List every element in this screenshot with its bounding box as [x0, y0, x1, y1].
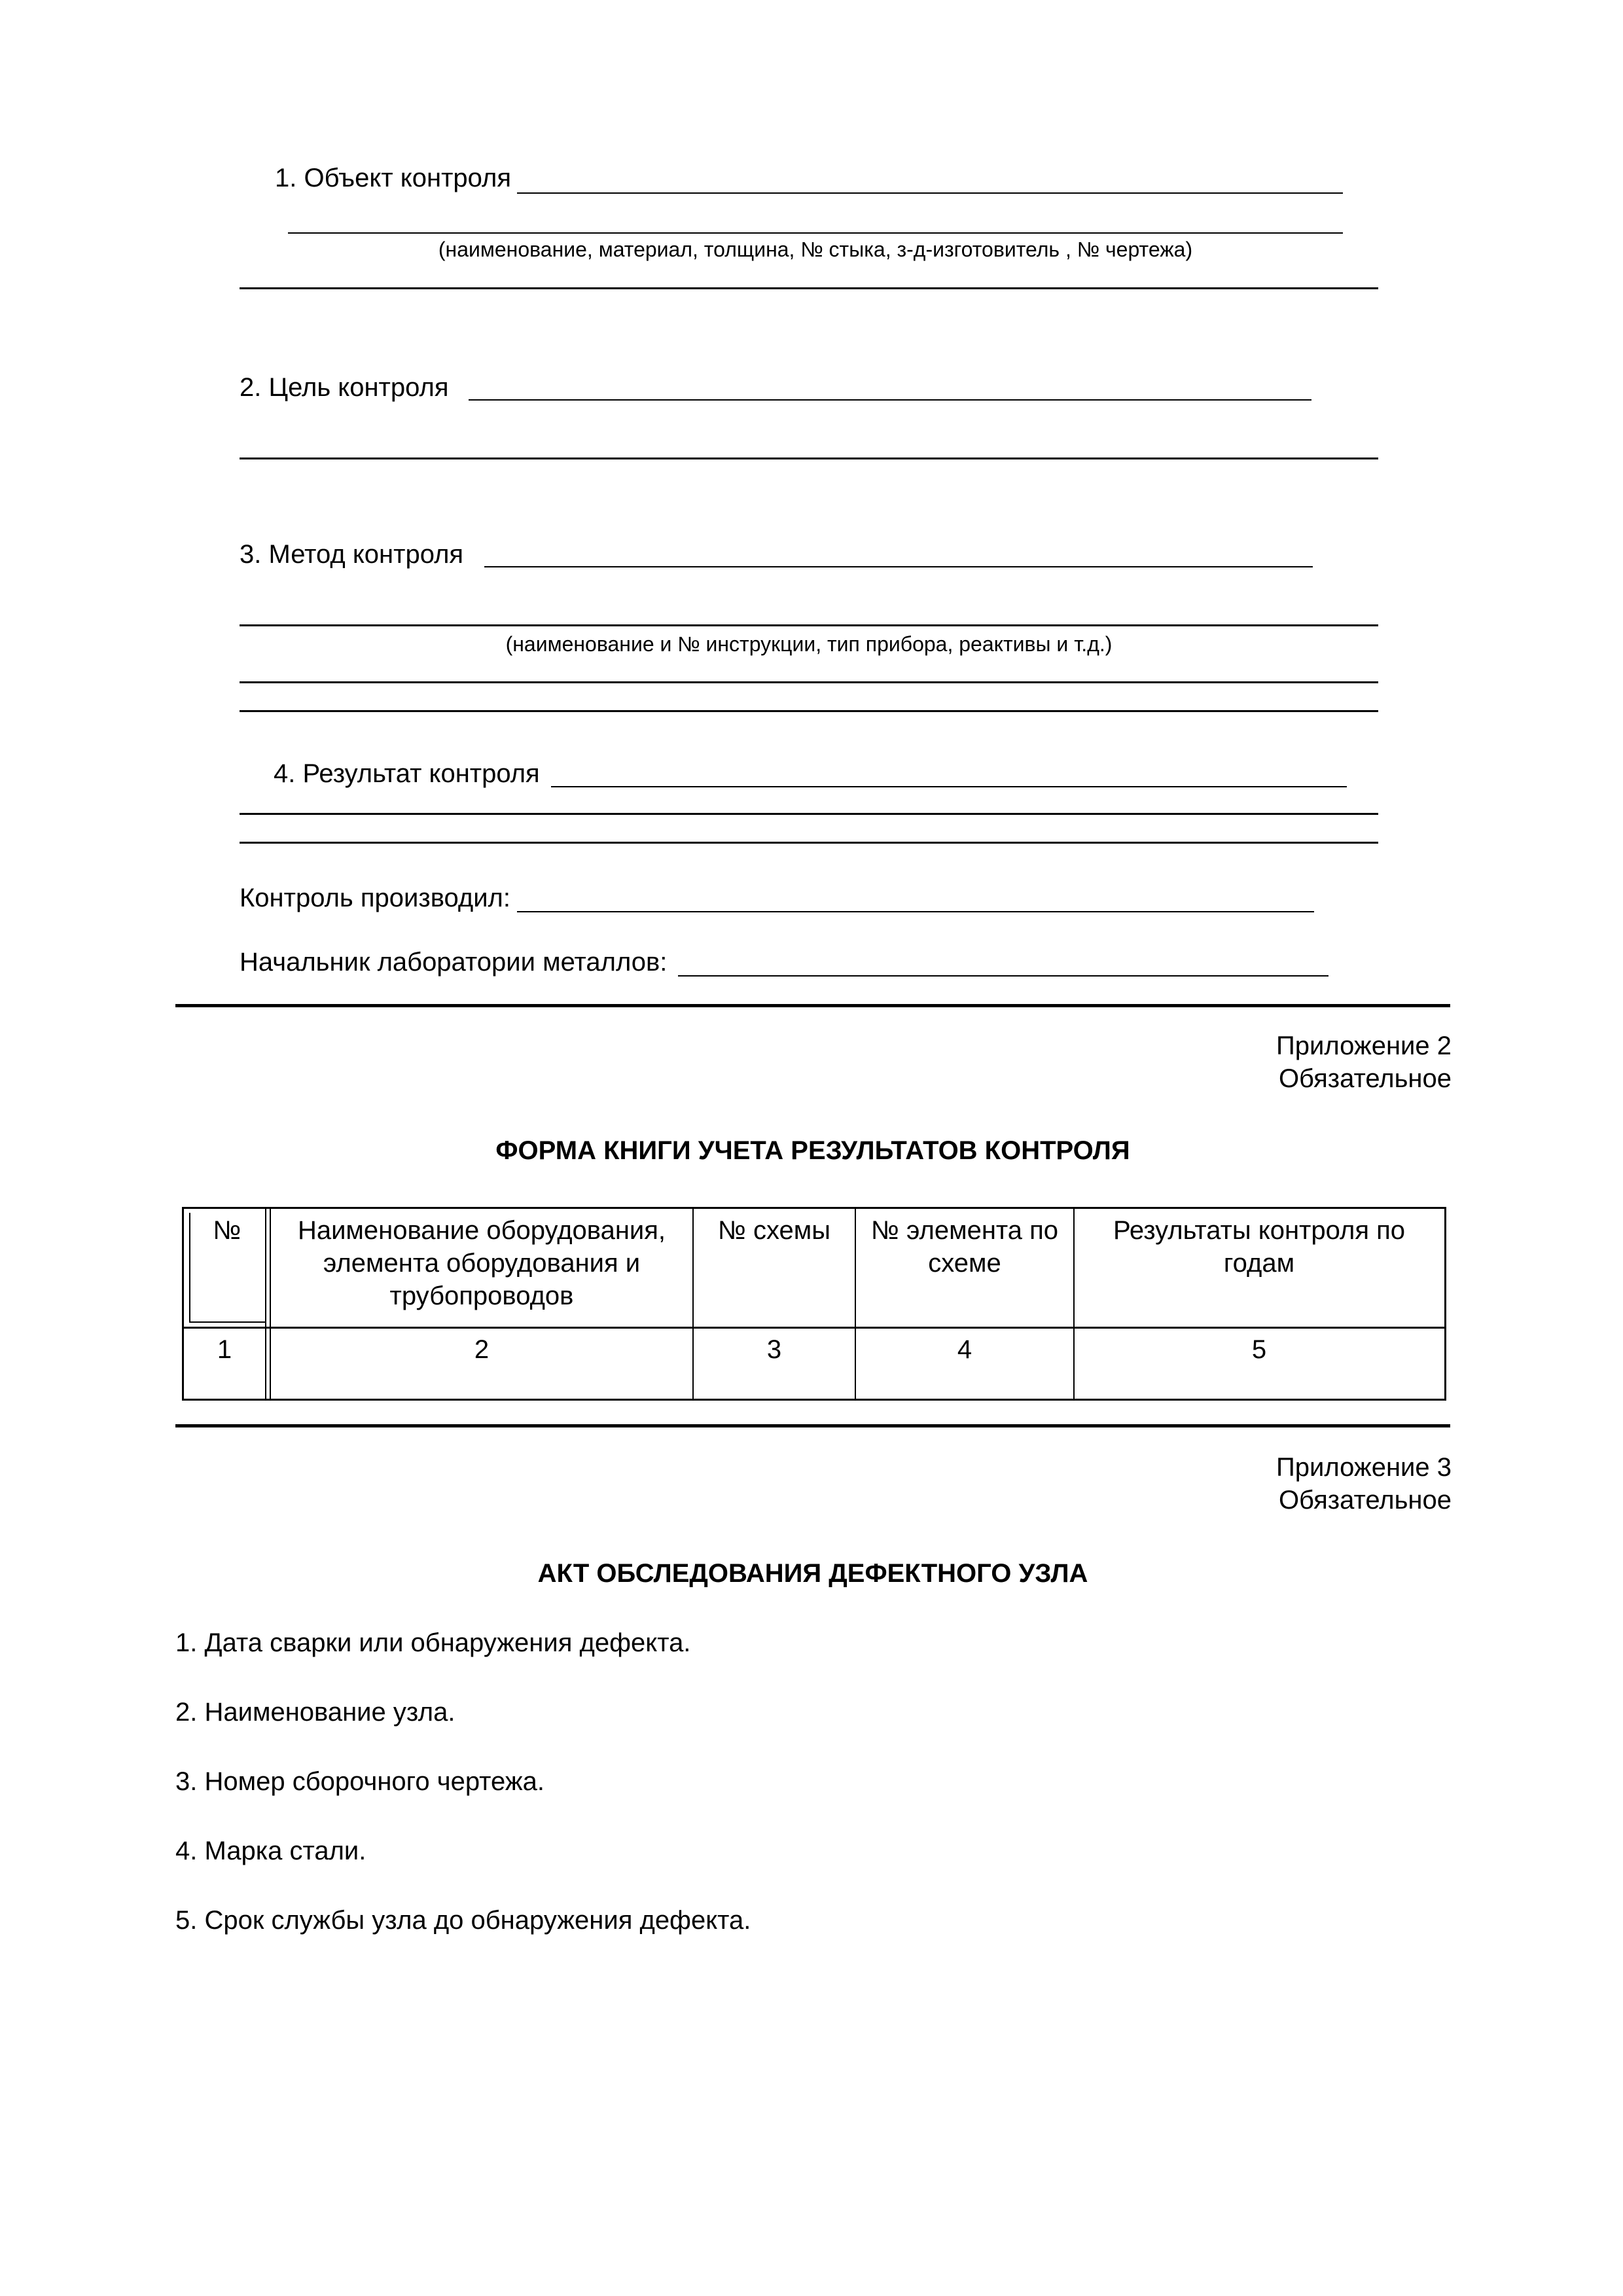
performed-by-field[interactable]	[517, 911, 1314, 912]
table-col-divider-1	[265, 1209, 266, 1399]
defect-act-item-4: 4. Марка стали.	[175, 1837, 366, 1865]
result-of-control-label: 4. Результат контроля	[274, 759, 540, 788]
table-cell-3: 3	[766, 1335, 782, 1364]
object-of-control-field-line-2[interactable]	[288, 232, 1343, 234]
table-col-divider-2	[692, 1209, 694, 1399]
result-of-control-field-line-3[interactable]	[240, 842, 1378, 844]
method-of-control-field[interactable]	[484, 566, 1313, 567]
defect-act-item-3: 3. Номер сборочного чертежа.	[175, 1767, 544, 1796]
table-header-results-by-year: Результаты контроля по годам	[1113, 1216, 1405, 1278]
lab-head-field[interactable]	[678, 975, 1329, 977]
performed-by-label: Контроль производил:	[240, 884, 511, 912]
object-of-control-label: 1. Объект контроля	[275, 164, 512, 192]
section-divider-2	[175, 1424, 1450, 1427]
result-of-control-field-line-2[interactable]	[240, 813, 1378, 815]
lab-head-label: Начальник лаборатории металлов:	[240, 948, 668, 977]
defect-act-item-1: 1. Дата сварки или обнаружения дефекта.	[175, 1628, 691, 1657]
table-header-equipment: Наименование оборудования, элемента оборудования и трубопроводов	[297, 1216, 666, 1310]
table-inner-border-bottom	[189, 1321, 265, 1323]
method-of-control-hint: (наименование и № инструкции, тип прибора, реактивы и т.д.)	[505, 632, 1113, 656]
table-cell-1: 1	[217, 1335, 232, 1364]
defect-act-item-2: 2. Наименование узла.	[175, 1698, 455, 1727]
results-log-table	[182, 1207, 1446, 1401]
defect-act-item-5: 5. Срок службы узла до обнаружения дефекта.	[175, 1906, 751, 1935]
object-of-control-field[interactable]	[517, 192, 1343, 194]
table-header-element-number: № элемента по схеме	[870, 1216, 1059, 1278]
table-header-separator	[184, 1327, 1444, 1329]
appendix-3-title: АКТ ОБСЛЕДОВАНИЯ ДЕФЕКТНОГО УЗЛА	[537, 1559, 1088, 1588]
appendix-3-status: Обязательное	[1278, 1486, 1452, 1515]
result-of-control-field[interactable]	[551, 786, 1347, 787]
appendix-2-status: Обязательное	[1278, 1064, 1452, 1093]
table-col-divider-1b	[270, 1209, 271, 1399]
purpose-of-control-label: 2. Цель контроля	[240, 373, 449, 402]
purpose-of-control-field[interactable]	[469, 399, 1311, 401]
method-of-control-field-line-4[interactable]	[240, 710, 1378, 712]
table-header-scheme-number: № схемы	[717, 1216, 831, 1245]
table-cell-4: 4	[957, 1335, 972, 1364]
appendix-2-number: Приложение 2	[1276, 1031, 1452, 1060]
purpose-of-control-field-line-2[interactable]	[240, 457, 1378, 459]
appendix-3-number: Приложение 3	[1276, 1453, 1452, 1482]
method-of-control-label: 3. Метод контроля	[240, 540, 464, 569]
section-divider	[175, 1004, 1450, 1007]
table-col-divider-4	[1073, 1209, 1075, 1399]
table-col-divider-3	[855, 1209, 856, 1399]
appendix-2-title: ФОРМА КНИГИ УЧЕТА РЕЗУЛЬТАТОВ КОНТРОЛЯ	[495, 1136, 1130, 1165]
table-cell-2: 2	[474, 1335, 490, 1364]
table-cell-5: 5	[1251, 1335, 1267, 1364]
table-header-number: №	[213, 1216, 241, 1245]
method-of-control-field-line-2[interactable]	[240, 624, 1378, 626]
object-of-control-hint: (наименование, материал, толщина, № стыка, з-д-изготовитель , № чертежа)	[438, 238, 1193, 261]
object-of-control-field-line-3[interactable]	[240, 287, 1378, 289]
method-of-control-field-line-3[interactable]	[240, 681, 1378, 683]
